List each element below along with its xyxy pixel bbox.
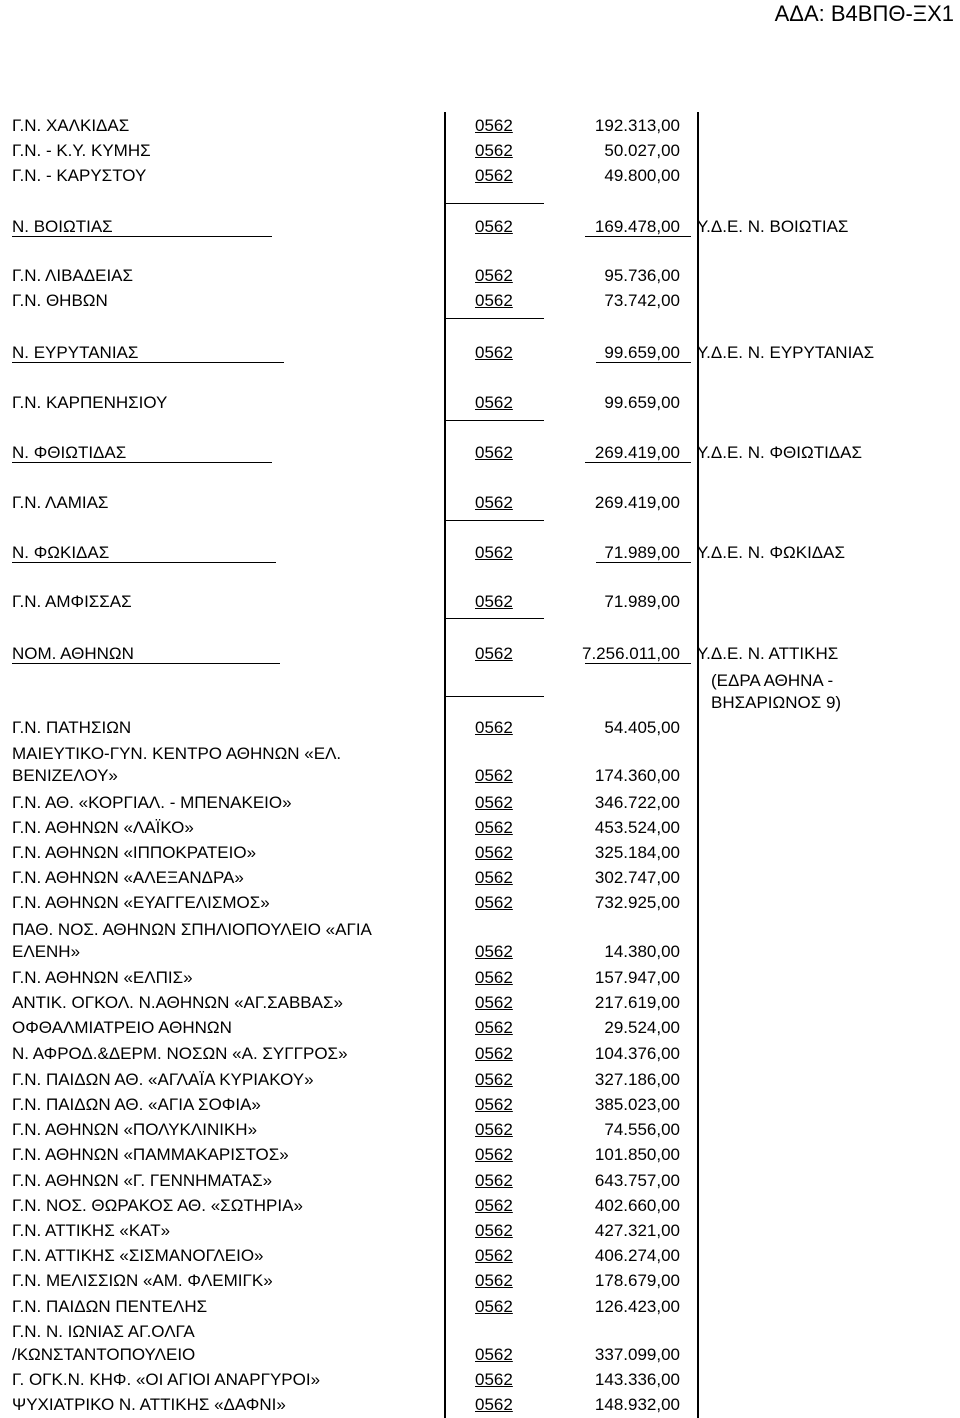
- institution-name: Γ.Ν. ΑΘΗΝΩΝ «ΛΑΪΚΟ»: [12, 818, 194, 837]
- amount: 71.989,00: [604, 543, 680, 562]
- institution-name: Γ.Ν. ΠΑΙΔΩΝ ΑΘ. «ΑΓΙΑ ΣΟΦΙΑ»: [12, 1095, 261, 1114]
- code: 0562: [475, 1271, 513, 1290]
- institution-name: ΑΝΤΙΚ. ΟΓΚΟΛ. Ν.ΑΘΗΝΩΝ «ΑΓ.ΣΑΒΒΑΣ»: [12, 993, 343, 1012]
- institution-name: Γ.Ν. ΧΑΛΚΙΔΑΣ: [12, 116, 130, 135]
- code: 0562: [475, 1120, 513, 1139]
- institution-name: Γ.Ν. ΑΘΗΝΩΝ «ΕΛΠΙΣ»: [12, 968, 193, 987]
- institution-name: ΨΥΧΙΑΤΡΙΚΟ Ν. ΑΤΤΙΚΗΣ «ΔΑΦΝΙ»: [12, 1395, 286, 1414]
- institution-name: Γ.Ν. ΠΑΤΗΣΙΩΝ: [12, 718, 132, 737]
- code: 0562: [475, 343, 513, 362]
- service-note: Υ.Δ.Ε. Ν. ΦΩΚΙΔΑΣ: [697, 543, 846, 562]
- code: 0562: [475, 1044, 513, 1063]
- institution-name-cont: ΕΛΕΝΗ»: [12, 942, 81, 961]
- amount: 74.556,00: [604, 1120, 680, 1139]
- code: 0562: [475, 1196, 513, 1215]
- code: 0562: [475, 868, 513, 887]
- amount-underline: [585, 663, 691, 664]
- institution-name: Γ.Ν. - ΚΑΡΥΣΤΟΥ: [12, 166, 147, 185]
- amount: 269.419,00: [594, 493, 680, 512]
- code: 0562: [475, 493, 513, 512]
- prefecture-name: Ν. ΦΘΙΩΤΙΔΑΣ: [12, 443, 127, 462]
- institution-name: Γ.Ν. ΑΘΗΝΩΝ «ΙΠΠΟΚΡΑΤΕΙΟ»: [12, 843, 257, 862]
- ada-code: ΑΔΑ: Β4ΒΠΘ-ΞΧ1: [774, 1, 954, 26]
- amount-underline: [585, 462, 691, 463]
- institution-name: Γ.Ν. ΛΑΜΙΑΣ: [12, 493, 109, 512]
- amount: 732.925,00: [594, 893, 680, 912]
- amount: 302.747,00: [594, 868, 680, 887]
- service-note: Υ.Δ.Ε. Ν. ΒΟΙΩΤΙΑΣ: [697, 217, 849, 236]
- institution-name: Γ.Ν. ΑΤΤΙΚΗΣ «ΣΙΣΜΑΝΟΓΛΕΙΟ»: [12, 1246, 264, 1265]
- code: 0562: [475, 793, 513, 812]
- institution-name: Γ.Ν. ΑΘ. «ΚΟΡΓΙΑΛ. - ΜΠΕΝΑΚΕΙΟ»: [12, 793, 292, 812]
- code: 0562: [475, 141, 513, 160]
- service-note: Υ.Δ.Ε. Ν. ΦΘΙΩΤΙΔΑΣ: [697, 443, 863, 462]
- code: 0562: [475, 1221, 513, 1240]
- service-note: Υ.Δ.Ε. Ν. ΑΤΤΙΚΗΣ: [697, 644, 839, 663]
- code: 0562: [475, 1070, 513, 1089]
- column-divider-right: [697, 112, 699, 1418]
- code: 0562: [475, 1018, 513, 1037]
- institution-name: Γ.Ν. ΜΕΛΙΣΣΙΩΝ «ΑΜ. ΦΛΕΜΙΓΚ»: [12, 1271, 273, 1290]
- code: 0562: [475, 592, 513, 611]
- code: 0562: [475, 1370, 513, 1389]
- amount: 101.850,00: [594, 1145, 680, 1164]
- service-address: ΒΗΣΑΡΙΩΝΟΣ 9): [711, 693, 842, 712]
- code: 0562: [475, 942, 513, 961]
- code: 0562: [475, 644, 513, 663]
- divider-tick: [446, 696, 544, 697]
- column-divider-left: [444, 112, 446, 1418]
- institution-name: Γ.Ν. ΚΑΡΠΕΝΗΣΙΟΥ: [12, 393, 168, 412]
- amount: 169.478,00: [594, 217, 680, 236]
- amount-underline: [585, 236, 691, 237]
- divider-tick: [446, 520, 544, 521]
- code: 0562: [475, 291, 513, 310]
- amount: 217.619,00: [594, 993, 680, 1012]
- code: 0562: [475, 1171, 513, 1190]
- amount: 346.722,00: [594, 793, 680, 812]
- amount: 95.736,00: [604, 266, 680, 285]
- amount: 104.376,00: [594, 1044, 680, 1063]
- code: 0562: [475, 543, 513, 562]
- amount: 269.419,00: [594, 443, 680, 462]
- amount: 143.336,00: [594, 1370, 680, 1389]
- institution-name: Γ.Ν. ΑΘΗΝΩΝ «Γ. ΓΕΝΝΗΜΑΤΑΣ»: [12, 1171, 273, 1190]
- code: 0562: [475, 893, 513, 912]
- name-underline: [12, 236, 272, 237]
- institution-name: ΠΑΘ. ΝΟΣ. ΑΘΗΝΩΝ ΣΠΗΛΙΟΠΟΥΛΕΙΟ «ΑΓΙΑ: [12, 920, 372, 939]
- institution-name: Γ.Ν. ΑΘΗΝΩΝ «ΠΑΜΜΑΚΑΡΙΣΤΟΣ»: [12, 1145, 289, 1164]
- amount: 157.947,00: [594, 968, 680, 987]
- institution-name: Γ.Ν. ΑΘΗΝΩΝ «ΑΛΕΞΑΝΔΡΑ»: [12, 868, 244, 887]
- code: 0562: [475, 217, 513, 236]
- amount: 337.099,00: [594, 1345, 680, 1364]
- code: 0562: [475, 968, 513, 987]
- institution-name: Γ.Ν. ΝΟΣ. ΘΩΡΑΚΟΣ ΑΘ. «ΣΩΤΗΡΙΑ»: [12, 1196, 303, 1215]
- amount: 14.380,00: [604, 942, 680, 961]
- name-underline: [12, 562, 276, 563]
- amount: 50.027,00: [604, 141, 680, 160]
- service-note: Υ.Δ.Ε. Ν. ΕΥΡΥΤΑΝΙΑΣ: [697, 343, 875, 362]
- institution-name: Γ.Ν. ΑΜΦΙΣΣΑΣ: [12, 592, 132, 611]
- institution-name: Γ.Ν. - Κ.Υ. ΚΥΜΗΣ: [12, 141, 151, 160]
- institution-name: ΜΑΙΕΥΤΙΚΟ-ΓΥΝ. ΚΕΝΤΡΟ ΑΘΗΝΩΝ «ΕΛ.: [12, 744, 342, 763]
- institution-name: Γ.Ν. Ν. ΙΩΝΙΑΣ ΑΓ.ΟΛΓΑ: [12, 1322, 195, 1341]
- amount: 402.660,00: [594, 1196, 680, 1215]
- code: 0562: [475, 718, 513, 737]
- code: 0562: [475, 1395, 513, 1414]
- amount: 73.742,00: [604, 291, 680, 310]
- code: 0562: [475, 443, 513, 462]
- code: 0562: [475, 266, 513, 285]
- service-address: (ΕΔΡΑ ΑΘΗΝΑ -: [711, 671, 834, 690]
- amount: 71.989,00: [604, 592, 680, 611]
- amount: 29.524,00: [604, 1018, 680, 1037]
- divider-tick: [446, 318, 544, 319]
- amount-underline: [596, 562, 691, 563]
- amount: 49.800,00: [604, 166, 680, 185]
- amount: 643.757,00: [594, 1171, 680, 1190]
- divider-tick: [446, 420, 544, 421]
- code: 0562: [475, 393, 513, 412]
- amount: 325.184,00: [594, 843, 680, 862]
- code: 0562: [475, 993, 513, 1012]
- amount: 126.423,00: [594, 1297, 680, 1316]
- institution-name: Γ.Ν. ΠΑΙΔΩΝ ΑΘ. «ΑΓΛΑΪΑ ΚΥΡΙΑΚΟΥ»: [12, 1070, 314, 1089]
- institution-name: Γ.Ν. ΛΙΒΑΔΕΙΑΣ: [12, 266, 134, 285]
- code: 0562: [475, 1145, 513, 1164]
- amount-underline: [596, 362, 691, 363]
- code: 0562: [475, 843, 513, 862]
- code: 0562: [475, 1345, 513, 1364]
- code: 0562: [475, 1095, 513, 1114]
- amount: 54.405,00: [604, 718, 680, 737]
- amount: 178.679,00: [594, 1271, 680, 1290]
- amount: 174.360,00: [594, 766, 680, 785]
- institution-name: Γ.Ν. ΑΘΗΝΩΝ «ΠΟΛΥΚΛΙΝΙΚΗ»: [12, 1120, 258, 1139]
- divider-tick: [446, 203, 544, 204]
- code: 0562: [475, 166, 513, 185]
- amount: 385.023,00: [594, 1095, 680, 1114]
- amount: 99.659,00: [604, 343, 680, 362]
- code: 0562: [475, 116, 513, 135]
- institution-name: Γ. ΟΓΚ.Ν. ΚΗΦ. «ΟΙ ΑΓΙΟΙ ΑΝΑΡΓΥΡΟΙ»: [12, 1370, 321, 1389]
- code: 0562: [475, 818, 513, 837]
- prefecture-name: Ν. ΒΟΙΩΤΙΑΣ: [12, 217, 113, 236]
- institution-name: Γ.Ν. ΠΑΙΔΩΝ ΠΕΝΤΕΛΗΣ: [12, 1297, 208, 1316]
- prefecture-name: Ν. ΕΥΡΥΤΑΝΙΑΣ: [12, 343, 139, 362]
- name-underline: [12, 462, 272, 463]
- institution-name: Γ.Ν. ΑΘΗΝΩΝ «ΕΥΑΓΓΕΛΙΣΜΟΣ»: [12, 893, 270, 912]
- institution-name: Ν. ΑΦΡΟΔ.&ΔΕΡΜ. ΝΟΣΩΝ «Α. ΣΥΓΓΡΟΣ»: [12, 1044, 348, 1063]
- institution-name-cont: /ΚΩΝΣΤΑΝΤΟΠΟΥΛΕΙΟ: [12, 1345, 196, 1364]
- prefecture-name: ΝΟΜ. ΑΘΗΝΩΝ: [12, 644, 134, 663]
- amount: 148.932,00: [594, 1395, 680, 1414]
- code: 0562: [475, 766, 513, 785]
- institution-name: Γ.Ν. ΘΗΒΩΝ: [12, 291, 108, 310]
- code: 0562: [475, 1297, 513, 1316]
- name-underline: [12, 663, 280, 664]
- institution-name: Γ.Ν. ΑΤΤΙΚΗΣ «ΚΑΤ»: [12, 1221, 171, 1240]
- amount: 99.659,00: [604, 393, 680, 412]
- prefecture-name: Ν. ΦΩΚΙΔΑΣ: [12, 543, 110, 562]
- amount: 327.186,00: [594, 1070, 680, 1089]
- institution-name-cont: ΒΕΝΙΖΕΛΟΥ»: [12, 766, 118, 785]
- institution-name: ΟΦΘΑΛΜΙΑΤΡΕΙΟ ΑΘΗΝΩΝ: [12, 1018, 232, 1037]
- name-underline: [12, 362, 284, 363]
- code: 0562: [475, 1246, 513, 1265]
- amount: 453.524,00: [594, 818, 680, 837]
- amount: 406.274,00: [594, 1246, 680, 1265]
- amount: 427.321,00: [594, 1221, 680, 1240]
- amount: 192.313,00: [594, 116, 680, 135]
- divider-tick: [446, 618, 544, 619]
- amount: 7.256.011,00: [582, 644, 680, 663]
